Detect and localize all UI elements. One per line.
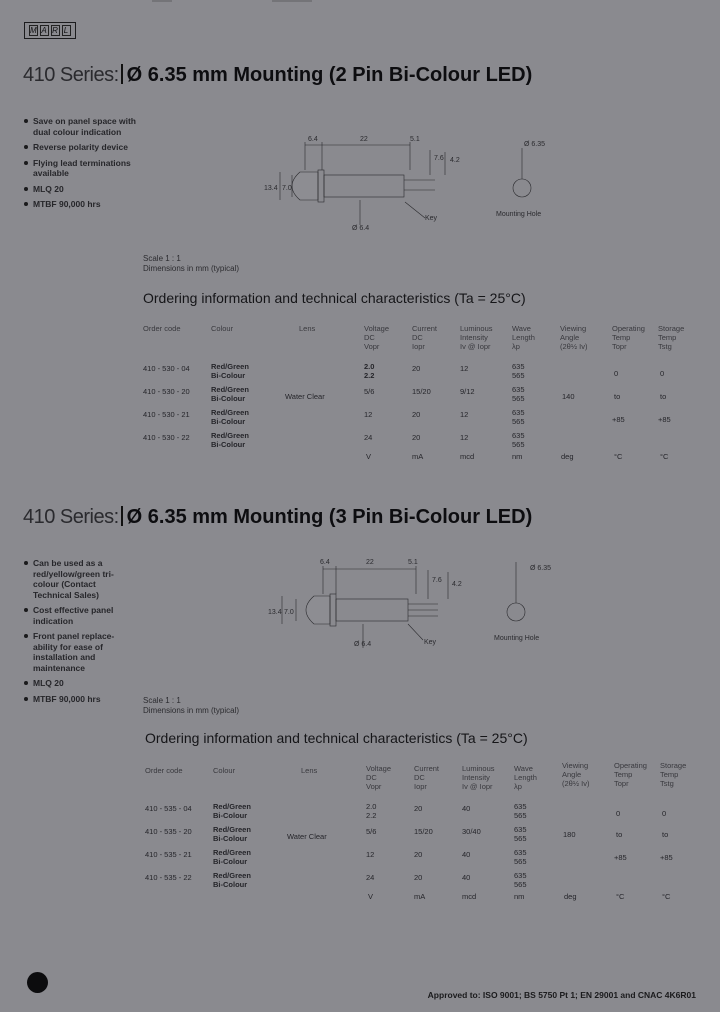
luminous-cell: 40 (462, 873, 471, 882)
header-operating: Operating Temp Topr (614, 761, 647, 788)
dimensions-text: Dimensions in mm (typical) (143, 706, 240, 715)
header-order-code: Order code (143, 324, 181, 333)
luminous-cell: 40 (462, 804, 471, 813)
dim-label: 7.6 (434, 155, 444, 162)
current-cell: 20 (414, 804, 423, 813)
dim-label: 7.6 (432, 577, 442, 584)
section1-led-drawing (260, 130, 580, 230)
header-wave: Wave Length λp (512, 324, 535, 351)
feature-item: MLQ 20 (24, 184, 136, 195)
voltage-cell: 5/6 (364, 387, 375, 396)
feature-item: MTBF 90,000 hrs (24, 694, 136, 705)
colour-cell: Red/Green Bi-Colour (211, 431, 249, 449)
order-code: 410 - 530 - 04 (143, 364, 190, 373)
dim-label: 6.4 (308, 136, 318, 143)
unit-voltage: V (366, 452, 372, 461)
section2-title: Ø 6.35 mm Mounting (3 Pin Bi-Colour LED) (126, 506, 533, 528)
section1-title: Ø 6.35 mm Mounting (2 Pin Bi-Colour LED) (126, 64, 533, 86)
voltage-cell: 24 (364, 433, 373, 442)
wave-cell: 635 565 (514, 848, 527, 866)
unit-current: mA (414, 892, 426, 901)
order-code: 410 - 530 - 22 (143, 433, 190, 442)
scale-text: Scale 1 : 1 (143, 696, 181, 705)
current-cell: 15/20 (414, 827, 433, 836)
unit-storage: °C (662, 892, 671, 901)
wave-cell: 635 565 (514, 802, 527, 820)
header-operating: Operating Temp Topr (612, 324, 645, 351)
wave-cell: 635 565 (512, 362, 525, 380)
header-wave: Wave Length λp (514, 764, 537, 791)
colour-cell: Red/Green Bi-Colour (213, 871, 251, 889)
dimensions-text: Dimensions in mm (typical) (143, 264, 240, 273)
hole-dim-label: Ø 6.35 (530, 565, 552, 572)
operating-min: 0 (614, 369, 619, 378)
current-cell: 20 (412, 364, 421, 373)
header-luminous: Luminous Intensity Iv @ Iopr (462, 764, 495, 791)
voltage-cell: 5/6 (366, 827, 377, 836)
section2-heading (23, 506, 532, 529)
dim-label: 5.1 (408, 559, 418, 566)
header-lens: Lens (301, 766, 318, 775)
luminous-cell: 40 (462, 850, 471, 859)
header-viewing: Viewing Angle (2θ½ Iv) (562, 761, 590, 788)
header-order-code: Order code (145, 766, 183, 775)
dim-label: 22 (366, 559, 374, 566)
header-colour: Colour (213, 766, 236, 775)
voltage-cell: 12 (366, 850, 375, 859)
wave-cell: 635 565 (514, 871, 527, 889)
feature-item: Reverse polarity device (24, 142, 136, 153)
voltage-cell: 24 (366, 873, 375, 882)
header-storage: Storage Temp Tstg (660, 761, 687, 788)
current-cell: 20 (412, 433, 421, 442)
colour-cell: Red/Green Bi-Colour (213, 848, 251, 866)
section2-feature-list (24, 558, 136, 709)
dim-label: 7.0 (284, 609, 294, 616)
wave-cell: 635 565 (512, 385, 525, 403)
luminous-cell: 12 (460, 433, 469, 442)
section1-spec-table (0, 324, 720, 464)
order-code: 410 - 535 - 04 (145, 804, 192, 813)
section2-led-drawing (268, 552, 568, 652)
viewing-angle-cell: 180 (563, 830, 576, 839)
key-label: Key (424, 639, 437, 646)
order-code: 410 - 535 - 21 (145, 850, 192, 859)
wave-cell: 635 565 (514, 825, 527, 843)
mounting-hole-label: Mounting Hole (494, 635, 540, 642)
unit-wave: nm (514, 892, 525, 901)
feature-item: Save on panel space with dual colour indication (24, 116, 136, 137)
luminous-cell: 9/12 (460, 387, 475, 396)
header-viewing: Viewing Angle (2θ½ Iv) (560, 324, 588, 351)
order-code: 410 - 535 - 22 (145, 873, 192, 882)
colour-cell: Red/Green Bi-Colour (211, 408, 249, 426)
current-cell: 15/20 (412, 387, 431, 396)
feature-item: Flying lead terminations available (24, 158, 136, 179)
operating-to: to (616, 830, 623, 839)
storage-max: +85 (658, 415, 671, 424)
operating-max: +85 (614, 853, 627, 862)
header-luminous: Luminous Intensity Iv @ Iopr (460, 324, 493, 351)
approval-footer: Approved to: ISO 9001; BS 5750 Pt 1; EN 29001 and CNAC 4K6R01 (427, 990, 696, 1000)
dim-label: 13.4 (268, 609, 282, 616)
order-code: 410 - 530 - 21 (143, 410, 190, 419)
dim-label: 6.4 (320, 559, 330, 566)
marl-logo (24, 22, 76, 39)
section1-scale-note (143, 254, 239, 274)
unit-viewing: deg (564, 892, 577, 901)
header-colour: Colour (211, 324, 234, 333)
logo-letter: M (30, 26, 38, 35)
heading-divider (121, 64, 123, 84)
unit-wave: nm (512, 452, 523, 461)
current-cell: 20 (412, 410, 421, 419)
dim-label: 4.2 (452, 581, 462, 588)
dim-label: 5.1 (410, 136, 420, 143)
colour-cell: Red/Green Bi-Colour (213, 802, 251, 820)
storage-max: +85 (660, 853, 673, 862)
header-voltage: Voltage DC Vopr (364, 324, 390, 351)
section2-ordering-title: Ordering information and technical characteristics (Ta = 25°C) (145, 730, 528, 746)
unit-viewing: deg (561, 452, 574, 461)
unit-luminous: mcd (460, 452, 475, 461)
lens-cell: Water Clear (287, 832, 327, 841)
unit-voltage: V (368, 892, 374, 901)
operating-min: 0 (616, 809, 621, 818)
feature-item: Can be used as a red/yellow/green tri-colour (Contact Technical Sales) (24, 558, 136, 600)
luminous-cell: 12 (460, 410, 469, 419)
feature-item: Cost effective panel indication (24, 605, 136, 626)
feature-item: Front panel replace-ability for ease of installation and maintenance (24, 631, 136, 673)
operating-to: to (614, 392, 621, 401)
luminous-cell: 12 (460, 364, 469, 373)
logo-letter: L (63, 26, 70, 35)
voltage-cell: 12 (364, 410, 373, 419)
header-current: Current DC Iopr (412, 324, 438, 351)
section2-scale-note (143, 696, 239, 716)
unit-luminous: mcd (462, 892, 477, 901)
unit-operating: °C (616, 892, 625, 901)
header-storage: Storage Temp Tstg (658, 324, 685, 351)
colour-cell: Red/Green Bi-Colour (211, 362, 249, 380)
hole-dim-label: Ø 6.35 (524, 141, 546, 148)
dim-label: Ø 6.4 (354, 641, 372, 648)
luminous-cell: 30/40 (462, 827, 481, 836)
current-cell: 20 (414, 850, 423, 859)
dim-label: Ø 6.4 (352, 225, 370, 230)
lens-cell: Water Clear (285, 392, 325, 401)
key-label: Key (425, 215, 438, 222)
wave-cell: 635 565 (512, 408, 525, 426)
header-current: Current DC Iopr (414, 764, 440, 791)
colour-cell: Red/Green Bi-Colour (211, 385, 249, 403)
unit-operating: °C (614, 452, 623, 461)
header-voltage: Voltage DC Vopr (366, 764, 392, 791)
section2-series: 410 Series: (23, 506, 119, 528)
dim-label: 22 (360, 136, 368, 143)
current-cell: 20 (414, 873, 423, 882)
order-code: 410 - 530 - 20 (143, 387, 190, 396)
section1-series: 410 Series: (23, 64, 119, 86)
unit-current: mA (412, 452, 424, 461)
feature-item: MLQ 20 (24, 678, 136, 689)
header-lens: Lens (299, 324, 316, 333)
mounting-hole-label: Mounting Hole (496, 211, 542, 218)
logo-letter: R (52, 26, 59, 35)
section1-feature-list (24, 116, 136, 215)
feature-item: MTBF 90,000 hrs (24, 199, 136, 210)
logo-letter: A (41, 26, 48, 35)
dim-label: 4.2 (450, 157, 460, 164)
order-code: 410 - 535 - 20 (145, 827, 192, 836)
storage-min: 0 (660, 369, 665, 378)
section1-ordering-title: Ordering information and technical characteristics (Ta = 25°C) (143, 290, 526, 306)
operating-max: +85 (612, 415, 625, 424)
voltage-cell: 2.0 2.2 (366, 802, 377, 820)
colour-cell: Red/Green Bi-Colour (213, 825, 251, 843)
storage-min: 0 (662, 809, 667, 818)
viewing-angle-cell: 140 (562, 392, 575, 401)
voltage-cell: 2.0 2.2 (364, 362, 375, 380)
section2-spec-table (0, 761, 720, 904)
dim-label: 13.4 (264, 185, 278, 192)
dim-label: 7.0 (282, 185, 292, 192)
storage-to: to (660, 392, 667, 401)
unit-storage: °C (660, 452, 669, 461)
storage-to: to (662, 830, 669, 839)
top-edge-lines (152, 0, 312, 3)
section1-heading (23, 64, 532, 87)
page-marker-dot (27, 972, 48, 993)
wave-cell: 635 565 (512, 431, 525, 449)
scale-text: Scale 1 : 1 (143, 254, 181, 263)
heading-divider (121, 506, 123, 526)
